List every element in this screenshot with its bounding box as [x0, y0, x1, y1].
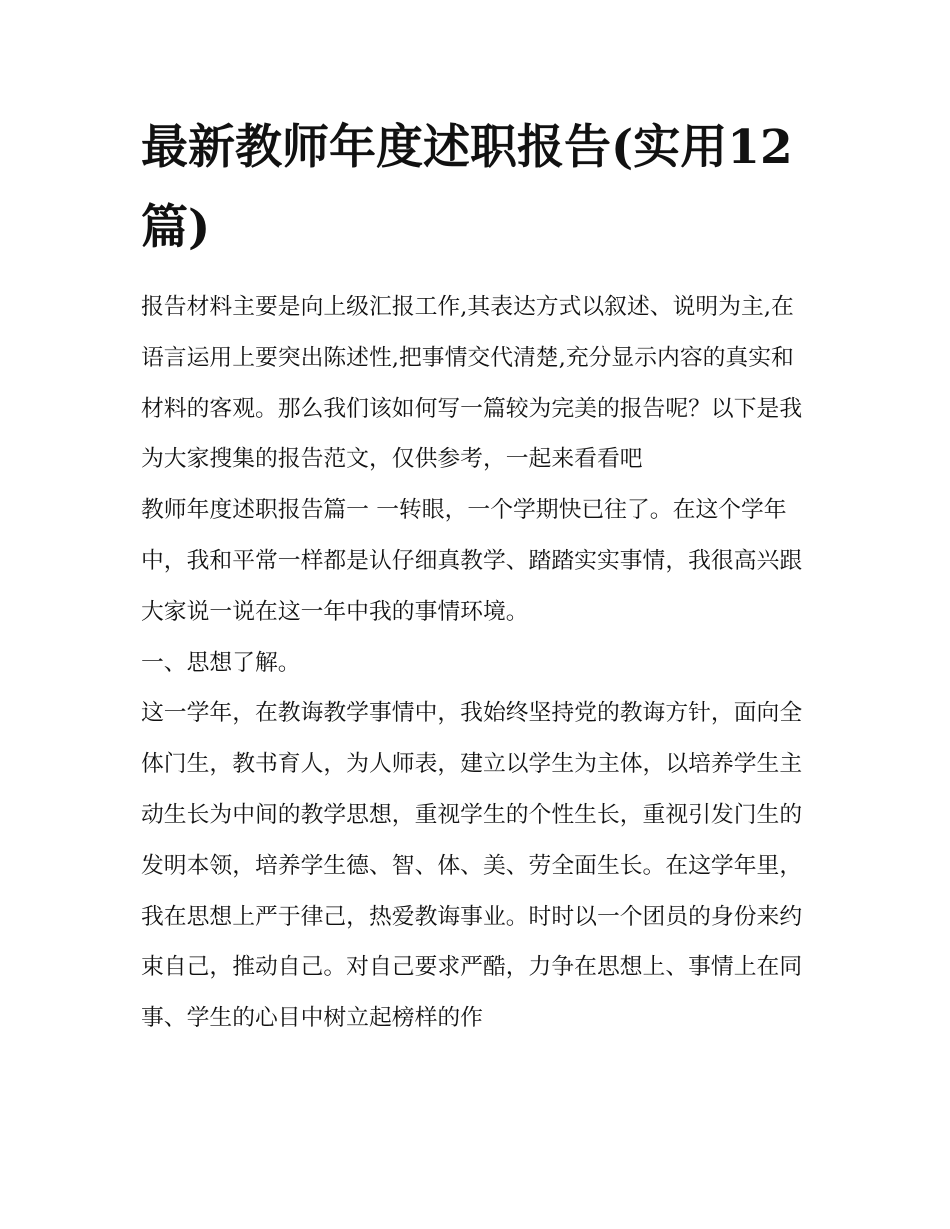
document-page	[141, 108, 813, 1044]
document-title: 最新教师年度述职报告(实用12篇)	[141, 120, 793, 255]
report-paragraph-1: 教师年度述职报告篇一 一转眼，一个学期快已往了。在这个学年中，我和平常一样都是认仔细真教学、踏踏实实事情，我很高兴跟大家说一说在这一年中我的事情环境。	[141, 497, 803, 625]
report-paragraph-2: 这一学年，在教诲教学事情中，我始终坚持党的教诲方针，面向全体门生，教书育人，为人师表，建立以学生为主体，以培养学生主动生长为中间的教学思想，重视学生的个性生长，重视引发门生的发明本领，培养学生德、智、体、美、劳全面生长。在这学年里，我在思想上严于律己，热爱教诲事业。时时以一个团员的身份来约束自己，推动自己。对自己要求严酷，力争在思想上、事情上在同事、学生的心目中树立起榜样的作	[141, 700, 803, 1032]
section-heading-thought: 一、思想了解。	[141, 649, 301, 676]
document-body	[141, 282, 813, 1044]
intro-paragraph: 报告材料主要是向上级汇报工作,其表达方式以叙述、说明为主,在语言运用上要突出陈述性,把事情交代清楚,充分显示内容的真实和材料的客观。那么我们该如何写一篇较为完美的报告呢？以下是我为大家搜集的报告范文，仅供参考，一起来看看吧	[141, 294, 803, 473]
